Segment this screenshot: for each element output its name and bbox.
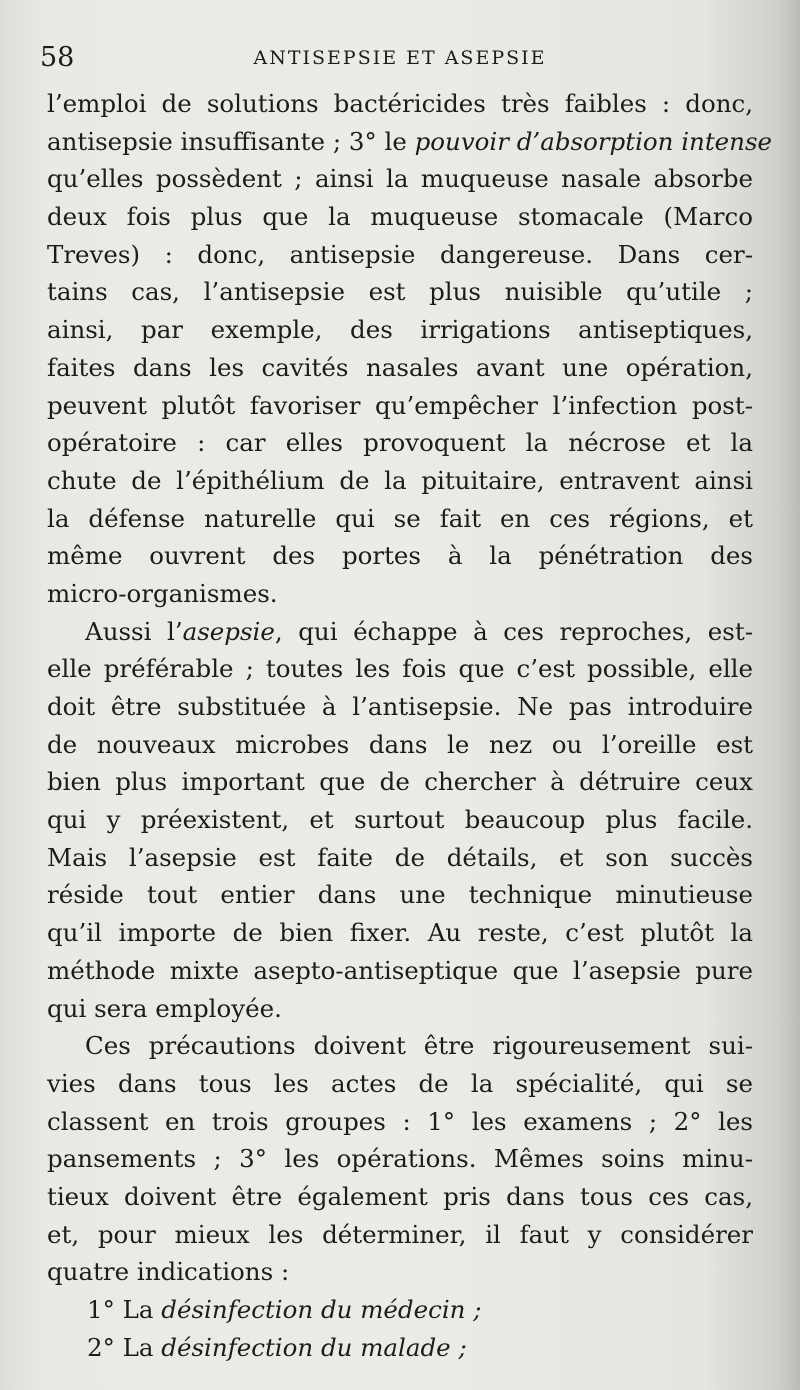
page-number: 58 [40, 42, 75, 73]
text-line [47, 990, 753, 1028]
text-span: opératoire : car elles provoquent la nécrose et la [47, 428, 753, 458]
text-span: ainsi, par exemple, des irrigations antiseptiques, [47, 315, 753, 345]
list-item [47, 1329, 753, 1367]
text-line [47, 952, 753, 990]
text-span: et, pour mieux les déterminer, il faut y considérer [47, 1219, 753, 1249]
text-line [47, 801, 753, 839]
text-span: chute de l’épithélium de la pituitaire, entravent ainsi [47, 465, 753, 495]
text-span: antisepsie insuffisante ; 3° le [47, 126, 415, 156]
text-span: qu’elles possèdent ; ainsi la muqueuse nasale absorbe [47, 164, 753, 194]
text-span: vies dans tous les actes de la spécialité, qui se [47, 1068, 753, 1098]
text-span: Ces précautions doivent être rigoureusement sui- [85, 1031, 753, 1061]
text-span: la défense naturelle qui se fait en ces régions, et [47, 503, 753, 533]
text-line [47, 1027, 753, 1065]
italic-text: asepsie [182, 616, 275, 646]
text-line [47, 613, 753, 651]
text-line [47, 1103, 753, 1141]
text-line [47, 236, 753, 274]
text-line [47, 1178, 753, 1216]
text-line [47, 311, 753, 349]
text-span: micro-organismes. [47, 578, 278, 608]
text-span: bien plus important que de chercher à détruire ceux [47, 767, 753, 797]
text-span: qui y préexistent, et surtout beaucoup plus facile. [47, 805, 753, 835]
text-line [47, 424, 753, 462]
text-line [47, 839, 753, 877]
text-span: même ouvrent des portes à la pénétration des [47, 541, 753, 571]
list-item [47, 1291, 753, 1329]
text-line [47, 726, 753, 764]
text-line [47, 1253, 753, 1291]
text-span: Treves) : donc, antisepsie dangereuse. Dans cer- [47, 239, 753, 269]
text-line [47, 537, 753, 575]
text-span: qui sera employée. [47, 993, 282, 1023]
italic-text: désinfection du malade ; [161, 1332, 467, 1362]
text-span: faites dans les cavités nasales avant une opération, [47, 352, 753, 382]
text-span: 2° La [87, 1332, 162, 1362]
text-line [47, 650, 753, 688]
text-span: , qui échappe à ces reproches, est- [274, 616, 753, 646]
text-line [47, 688, 753, 726]
text-line [47, 763, 753, 801]
text-span: quatre indications : [47, 1257, 290, 1287]
text-line [47, 914, 753, 952]
text-span: doit être substituée à l’antisepsie. Ne pas introduire [47, 692, 753, 721]
text-line [47, 876, 753, 914]
text-span: Mais l’asepsie est faite de détails, et son succès [47, 842, 753, 872]
text-span: réside tout entier dans une technique minutieuse [47, 880, 753, 910]
text-line [47, 1065, 753, 1103]
text-line [47, 160, 753, 198]
text-span: méthode mixte asepto-antiseptique que l’asepsie pure [47, 955, 753, 985]
text-span: Aussi l’ [85, 616, 183, 646]
body-text [47, 85, 773, 1366]
text-span: tains cas, l’antisepsie est plus nuisible qu’utile ; [47, 277, 753, 307]
text-line [47, 85, 753, 123]
text-line [47, 273, 753, 311]
text-line [47, 462, 753, 500]
text-span: de nouveaux microbes dans le nez ou l’oreille est [47, 729, 753, 759]
text-line [47, 1140, 753, 1178]
text-line [47, 1216, 753, 1254]
page-header [40, 38, 760, 78]
text-span: deux fois plus que la muqueuse stomacale (Marco [47, 202, 753, 232]
text-span: l’emploi de solutions bactéricides très faibles : donc, [47, 89, 753, 118]
text-span: 1° La [87, 1295, 162, 1324]
text-span: elle préférable ; toutes les fois que c’est possible, elle [47, 654, 753, 684]
text-span: pansements ; 3° les opérations. Mêmes soins minu- [47, 1144, 753, 1174]
text-span: classent en trois groupes : 1° les examens ; 2° les [47, 1106, 753, 1136]
running-head: ANTISEPSIE ET ASEPSIE [253, 47, 547, 69]
italic-text: désinfection du médecin ; [161, 1295, 482, 1324]
text-line [47, 349, 753, 387]
text-span: qu’il importe de bien fixer. Au reste, c’est plutôt la [47, 918, 753, 948]
text-line [47, 198, 753, 236]
text-line [47, 500, 753, 538]
text-span: tieux doivent être également pris dans tous ces cas, [47, 1181, 753, 1211]
text-line [47, 575, 753, 613]
text-span: peuvent plutôt favoriser qu’empêcher l’infection post- [47, 390, 753, 420]
text-line [47, 123, 773, 161]
text-line [47, 387, 753, 425]
italic-text: pouvoir d’absorption intense [414, 126, 773, 156]
